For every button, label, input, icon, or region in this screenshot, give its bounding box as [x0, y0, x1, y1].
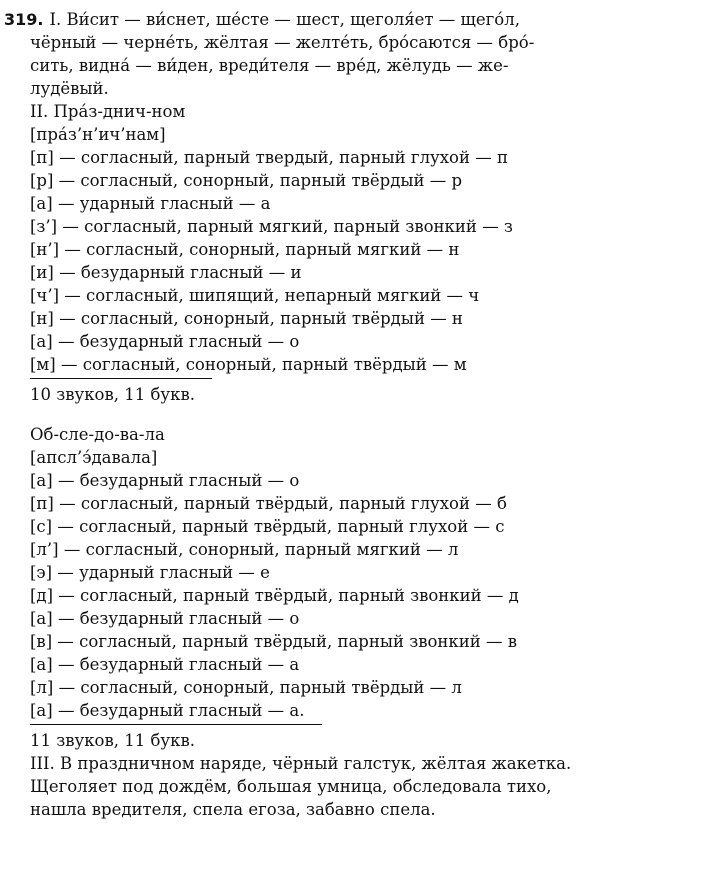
section1-line: сить, видна́ — ви́ден, вреди́теля — вре́д, жёлудь — же- [30, 56, 509, 75]
section2-transcription: [пра́з’н’ич’нам] [30, 125, 166, 144]
section1-line: лудёвый. [30, 79, 109, 98]
sound-line: [з’] — согласный, парный мягкий, парный звонкий — з [30, 217, 513, 236]
section4-line: Щеголяет под дождём, большая умница, обследовала тихо, [30, 777, 552, 796]
section2-heading: II. Пра́з-днич-ном [30, 102, 186, 121]
sound-line: [и] — безударный гласный — и [30, 263, 302, 282]
summary-rule [30, 724, 322, 725]
exercise-line-1 [4, 9, 520, 31]
exercise-number: 319. [4, 10, 44, 29]
sound-line: [р] — согласный, сонорный, парный твёрдый — р [30, 171, 463, 190]
sound-line: [а] — безударный гласный — а [30, 655, 300, 674]
section3-transcription: [апсл’э́давала] [30, 448, 158, 467]
sound-line: [а] — безударный гласный — о [30, 332, 300, 351]
sound-line: [п] — согласный, парный твёрдый, парный глухой — б [30, 494, 507, 513]
sound-line: [а] — ударный гласный — а [30, 194, 271, 213]
summary-rule [30, 378, 212, 379]
sound-line: [л] — согласный, сонорный, парный твёрдый — л [30, 678, 462, 697]
section2-summary: 10 звуков, 11 букв. [30, 385, 195, 404]
section4-line: нашла вредителя, спела егоза, забавно спела. [30, 800, 436, 819]
sound-line: [в] — согласный, парный твёрдый, парный звонкий — в [30, 632, 518, 651]
section1-line: чёрный — черне́ть, жёлтая — желте́ть, бро́саются — бро́- [30, 33, 535, 52]
sound-line: [д] — согласный, парный твёрдый, парный звонкий — д [30, 586, 519, 605]
sound-line: [а] — безударный гласный — о [30, 609, 300, 628]
sound-line: [л’] — согласный, сонорный, парный мягкий — л [30, 540, 459, 559]
sound-line: [а] — безударный гласный — а. [30, 701, 305, 720]
sound-line: [м] — согласный, сонорный, парный твёрдый — м [30, 355, 467, 374]
sound-line: [ч’] — согласный, шипящий, непарный мягкий — ч [30, 286, 480, 305]
sound-line: [н] — согласный, сонорный, парный твёрдый — н [30, 309, 463, 328]
sound-line: [э] — ударный гласный — е [30, 563, 270, 582]
sound-line: [н’] — согласный, сонорный, парный мягкий — н [30, 240, 460, 259]
section3-summary: 11 звуков, 11 букв. [30, 731, 195, 750]
section3-heading: Об-сле-до-ва-ла [30, 425, 165, 444]
sound-line: [а] — безударный гласный — о [30, 471, 300, 490]
section1-line: I. Ви́сит — ви́снет, ше́сте — шест, щеголя́ет — щего́л, [49, 10, 520, 29]
sound-line: [п] — согласный, парный твердый, парный глухой — п [30, 148, 508, 167]
section4-line: III. В праздничном наряде, чёрный галстук, жёлтая жакетка. [30, 754, 572, 773]
sound-line: [с] — согласный, парный твёрдый, парный глухой — с [30, 517, 505, 536]
